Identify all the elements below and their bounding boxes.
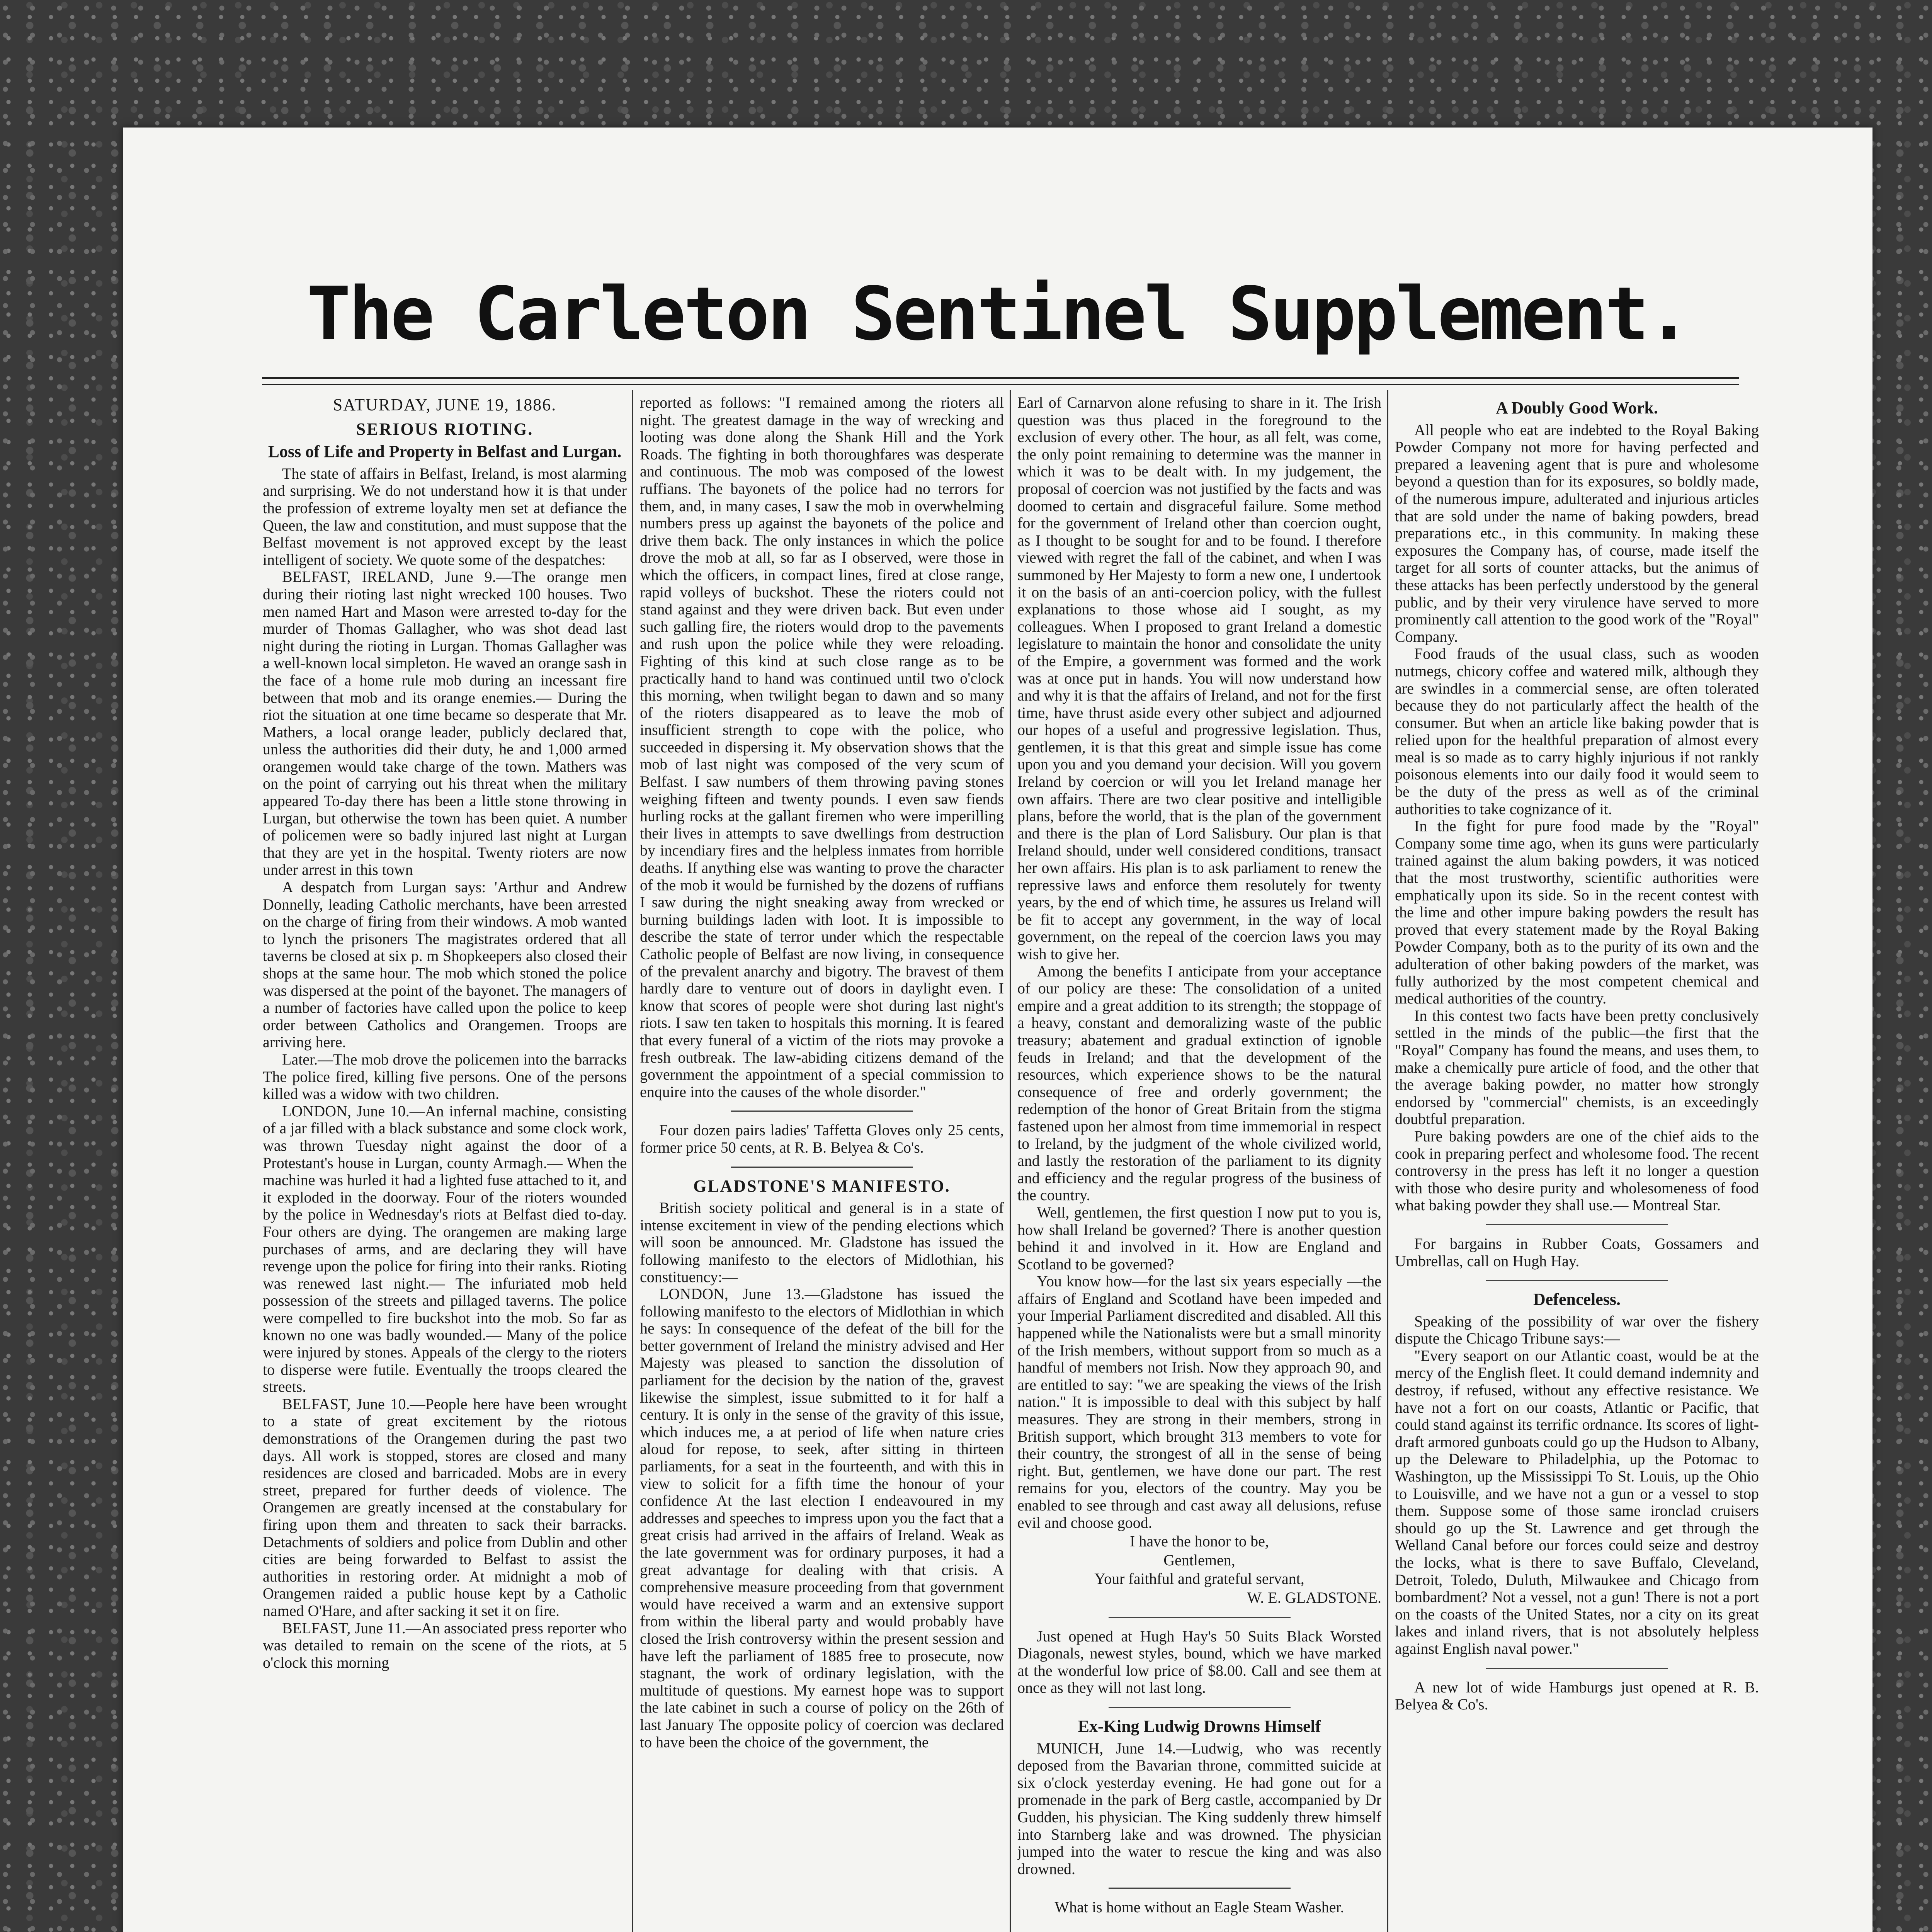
- article-paragraph: All people who eat are indebted to the Royal Baking Powder Company not more for having perfected and prepared a leavening agent that is pure and wholesome beyond a question than for its exposures, so boldly made, of the numerous impure, adulterated and injurious articles that are sold under the name of baking powders, bread preparations etc., in this community. In making these exposures the Company has, of course, made itself the target for all sorts of counter attacks, but the animus of these attacks has been perfectly understood by the general public, and by their very virulence have served to more prominently call attention to the good work of the "Royal" Company.: [1395, 421, 1759, 645]
- headline-gladstone-manifesto: GLADSTONE'S MANIFESTO.: [693, 1176, 951, 1196]
- separator-rule: [1486, 1668, 1668, 1669]
- article-paragraph: British society political and general is in a state of intense excitement in view of the pending elections which will soon be announced. Mr. Gladstone has issued the following manifesto to the electors of Midlothian, his constituency:—: [640, 1199, 1004, 1286]
- article-paragraph: In the fight for pure food made by the "Royal" Company some time ago, when its guns were particularly trained against the alum baking powders, it was noticed that the most trustworthy, scientific authorities were emphatically upon its side. So in the recent contest with the lime and other impure baking powders the result has proved that every statement made by the Royal Baking Powder Company, both as to the purity of its own and the adulteration of other baking powders of the market, was fully authorized by the most competent chemical and medical authorities of the country.: [1395, 817, 1759, 1007]
- column-divider: [1387, 390, 1388, 1932]
- column-3: [1017, 394, 1381, 1932]
- column-4: [1395, 394, 1759, 1932]
- letter-closing: I have the honor to be,: [1130, 1532, 1269, 1550]
- subheadline: Loss of Life and Property in Belfast and Lurgan.: [268, 442, 622, 461]
- separator-rule: [1486, 1280, 1668, 1281]
- headline-doubly-good-work: A Doubly Good Work.: [1496, 398, 1658, 417]
- advertisement-rubber-coats: For bargains in Rubber Coats, Gossamers and Umbrellas, call on Hugh Hay.: [1395, 1235, 1759, 1270]
- advertisement-gloves: Four dozen pairs ladies' Taffetta Gloves only 25 cents, former price 50 cents, at R. B. Belyea & Co's.: [640, 1121, 1004, 1156]
- article-paragraph: A despatch from Lurgan says: 'Arthur and Andrew Donnelly, leading Catholic merchants, have been arrested on the charge of firing from their windows. A mob wanted to lynch the prisoners The magistrates ordered that all taverns be closed at six p. m Shopkeepers also closed their shops at the same hour. The mob which stoned the police was dispersed at the point of the bayonet. The managers of a number of factories have called upon the police to keep order between Catholics and Orangemen. Troops are arriving here.: [263, 878, 627, 1051]
- column-divider: [632, 390, 633, 1932]
- issue-date: SATURDAY, JUNE 19, 1886.: [333, 395, 557, 414]
- article-paragraph: BELFAST, IRELAND, June 9.—The orange men during their rioting last night wrecked 100 houses. Two men named Hart and Mason were arrested to-day for the murder of Thomas Gallagher, who was shot dead last night during the rioting in Lurgan. Thomas Gallagher was a well-known local simpleton. He waved an orange sash in the face of a home rule mob during an incessant fire between that mob and its orange enemies.— During the riot the situation at one time became so desperate that Mr. Mathers, a local orange leader, publicly declared that, unless the authorities did their duty, he and 1,000 armed orangemen would take charge of the town. Mathers was on the point of carrying out his threat when the military appeared To-day there has been a little stone throwing in Lurgan, but otherwise the town has been quiet. A number of policemen were so badly injured last night at Lurgan that they are yet in the hospital. Twenty rioters are now under arrest in this town: [263, 568, 627, 879]
- letter-signature: W. E. GLADSTONE.: [1247, 1588, 1381, 1606]
- article-paragraph: Among the benefits I anticipate from your acceptance of our policy are these: The consolidation of a united empire and a great addition to its strength; the stoppage of a heavy, constant and demoralizing waste of the public treasury; abatement and gradual extinction of ignoble feuds in Ireland; and that the development of the resources, which experience shows to be the natural consequence of free and orderly government; the redemption of the honor of Great Britain from the stigma fastened upon her almost from time immemorial in respect to Ireland, by the judgment of the whole civilized world, and lastly the restoration of the parliament to its dignity and efficiency and the regular progress of the business of the country.: [1017, 962, 1381, 1204]
- newspaper-page: [123, 128, 1872, 1932]
- article-paragraph: Well, gentlemen, the first question I now put to you is, how shall Ireland be governed? There is another question behind it and involved in it. How are England and Scotland to be governed?: [1017, 1203, 1381, 1273]
- article-paragraph: BELFAST, June 10.—People here have been wrought to a state of great excitement by the riotous demonstrations of the Orangemen during the past two days. All work is stopped, stores are closed and many residences are closed and barricaded. Mobs are in every street, prepared for further deeds of violence. The Orangemen are greatly incensed at the constabulary for firing upon them and threaten to sack their barracks. Detachments of soldiers and police from Dublin and other cities are being forwarded to Belfast to assist the authorities in restoring order. At midnight a mob of Orangemen raided a public house kept by a Catholic named O'Hare, and after sacking it set it on fire.: [263, 1395, 627, 1619]
- article-paragraph: Speaking of the possibility of war over the fishery dispute the Chicago Tribune says:—: [1395, 1312, 1759, 1347]
- letter-closing: Your faithful and grateful servant,: [1094, 1570, 1304, 1588]
- column-divider: [1010, 390, 1011, 1932]
- article-paragraph: Food frauds of the usual class, such as wooden nutmegs, chicory coffee and watered milk, although they are swindles in a commercial sense, are often tolerated because they do not particularly affect the health of the consumer. But when an article like baking powder that is relied upon for the healthful preparation of almost every meal is so made as to carry highly injurious if not rankly poisonous elements into our daily food it would seem to be the duty of the press as well as of the criminal authorities to take cognizance of it.: [1395, 645, 1759, 818]
- article-paragraph: LONDON, June 13.—Gladstone has issued the following manifesto to the electors of Midlothian in which he says: In consequence of the defeat of the bill for the better government of Ireland the ministry advised and Her Majesty was pleased to sanction the dissolution of parliament for the decision by the nation of the, gravest likewise the simplest, issue submitted to it for half a century. It is only in the sense of the gravity of this issue, which induces me, a at period of life when nature cries aloud for repose, to seek, after sitting in thirteen parliaments, for a seat in the fourteenth, and with this in view to solicit for a fifth time the honour of your confidence At the last election I endeavoured in my addresses and speeches to impress upon you the fact that a great crisis had arrived in the affairs of Ireland. Weak as the late government was for ordinary purposes, it had a great advantage for dealing with that crisis. A comprehensive measure proceeding from that government would have received a warm and an extensive support from within the liberal party and would probably have closed the Irish controversy within the present session and have left the parliament of 1885 free to prosecute, now stagnant, the work of ordinary legislation, with the multitude of questions. My earnest hope was to support the late cabinet in such a course of policy on the 26th of last January The opposite policy of coercion was declared to have been the choice of the government, the: [640, 1285, 1004, 1751]
- article-paragraph: reported as follows: "I remained among the rioters all night. The greatest damage in the way of wrecking and looting was done along the Shank Hill and the York Roads. The fighting in both thoroughfares was desperate and continuous. The mob was composed of the lowest ruffians. The bayonets of the police had no terrors for them, and, in many cases, I saw the mob in overwhelming numbers press up against the bayonets of the police and drive them back. The only instances in which the police drove the mob at all, so far as I observed, were those in which the officers, in compact lines, fired at close range, rapid volleys of buckshot. These the rioters could not stand against and they were driven back. But even under such galling fire, the rioters would drop to the pavements and rush upon the police while they were reloading. Fighting of this kind at such close range as to be practically hand to hand was continued until two o'clock this morning, when twilight began to dawn and so many of the rioters disappeared as to leave the mob of insufficient strength to cope with the police, who succeeded in dispersing it. My observation shows that the mob of last night was composed of the very scum of Belfast. I saw numbers of them throwing paving stones weighing fifteen and twenty pounds. I even saw fiends hurling rocks at the gallant firemen who were imperilling their lives in attempts to save dwellings from destruction by incendiary fires and the helpless inmates from horrible deaths. If anything else was wanting to prove the character of the mob it would be furnished by the dozens of ruffians I saw during the night sneaking away from wrecked or burning buildings laden with loot. It is impossible to describe the state of terror under which the respectable Catholic people of Belfast are now living, in consequence of the prevalent anarchy and bigotry. The bravest of them hardly dare to venture out of doors in daylight even. I know that scores of people were shot during last night's riots. I saw ten taken to hospitals this morning. It is feared that every funeral of a victim of the riots may provoke a fresh outbreak. The law-abiding citizens demand of the government the appointment of a special commission to enquire into the causes of the whole disorder.": [640, 394, 1004, 1100]
- advertisement-suits: Just opened at Hugh Hay's 50 Suits Black Worsted Diagonals, newest styles, bound, which we have marked at the wonderful low price of $8.00. Call and see them at once as they will not last long.: [1017, 1627, 1381, 1697]
- separator-rule: [731, 1111, 913, 1112]
- article-paragraph: Later.—The mob drove the policemen into the barracks The police fired, killing five persons. One of the persons killed was a widow with two children.: [263, 1050, 627, 1103]
- article-paragraph: "Every seaport on our Atlantic coast, would be at the mercy of the English fleet. It could demand indemnity and destroy, if refused, without any effective resistance. We have not a fort on our coasts, Atlantic or Pacific, that could stand against its terrific ordnance. Its scores of light-draft armored gunboats could go up the Hudson to Albany, up the Deleware to Philadelphia, up the Potomac to Washington, up the Mississippi To St. Louis, up the Ohio to Louisville, and we have not a gun or a vessel to stop them. Suppose some of those same ironclad cruisers should go up the St. Lawrence and get through the Welland Canal before our forces could seize and destroy the locks, what is there to save Buffalo, Cleveland, Detroit, Toledo, Duluth, Milwaukee and Chicago from bombardment? Not a vessel, not a gun! There is not a port on the coasts of the United States, nor a city on its great lakes and inland rivers, that is not absolutely helpless against English naval power.": [1395, 1347, 1759, 1657]
- column-1: [263, 394, 627, 1932]
- separator-rule: [1486, 1224, 1668, 1225]
- separator-rule: [1109, 1617, 1291, 1618]
- article-paragraph: You know how—for the last six years especially —the affairs of England and Scotland have been impeded and your Imperial Parliament discredited and disabled. All this happened while the Nationalists were but a small minority of the Irish members, without support from so much as a handful of members not Irish. Now they approach 90, and are entitled to say: "we are speaking the views of the Irish nation." It is impossible to deal with this subject by half measures. They are strong in their members, strong in British support, which brought 313 members to vote for their country, the strongest of all in the sense of being right. But, gentlemen, we have done our part. The rest remains for you, electors of the country. May you be enabled to see through and cast away all delusions, refuse evil and choose good.: [1017, 1272, 1381, 1531]
- article-paragraph: MUNICH, June 14.—Ludwig, who was recently deposed from the Bavarian throne, committed suicide at six o'clock yesterday evening. He had gone out for a promenade in the park of Berg castle, accompanied by Dr Gudden, his physician. The King suddenly threw himself into Starnberg lake and was drowned. The physician jumped into the water to rescue the king and was also drowned.: [1017, 1739, 1381, 1878]
- article-paragraph: BELFAST, June 11.—An associated press reporter who was detailed to remain on the scene of the riots, at 5 o'clock this morning: [263, 1619, 627, 1671]
- separator-rule: [1109, 1888, 1291, 1889]
- article-paragraph: Pure baking powders are one of the chief aids to the cook in preparing perfect and wholesome food. The recent controversy in the press has left it no longer a question with those who desire purity and wholesomeness of food what baking powder they shall use.— Montreal Star.: [1395, 1127, 1759, 1214]
- column-2: [640, 394, 1004, 1932]
- advertisement-hamburgs: A new lot of wide Hamburgs just opened at R. B. Belyea & Co's.: [1395, 1678, 1759, 1713]
- headline-ludwig: Ex-King Ludwig Drowns Himself: [1078, 1716, 1321, 1736]
- separator-rule: [731, 1167, 913, 1168]
- headline-defenceless: Defenceless.: [1533, 1290, 1621, 1309]
- article-paragraph: LONDON, June 10.—An infernal machine, consisting of a jar filled with a black substance and some clock work, was thrown Tuesday night against the door of a Protestant's house in Lurgan, county Armagh.— When the machine was hurled it had a lighted fuse attached to it, and it exploded in the doorway. Four of the rioters wounded by the police in Wednesday's riots at Belfast died to-day. Four others are dying. The orangemen are making large purchases of arms, and are declaring they will have revenge upon the police for firing into their ranks. Rioting was renewed last night.— The infuriated mob held possession of the streets and pillaged taverns. The police were compelled to fire buckshot into the mob. So far as known no one was badly wounded.— Many of the police were injured by stones. Appeals of the clergy to the rioters to disperse were futile. Eventually the troops cleared the streets.: [263, 1102, 627, 1396]
- article-paragraph: Earl of Carnarvon alone refusing to share in it. The Irish question was thus placed in the foreground to the exclusion of every other. The hour, as all felt, was come, the only point remaining to determine was the manner in which it was to be dealt with. In my judgement, the proposal of coercion was not justified by the facts and was doomed to certain and disgraceful failure. Some method for the government of Ireland other than coercion ought, as I thought to be sought for and to be found. I therefore viewed with regret the fall of the cabinet, and when I was summoned by Her Majesty to form a new one, I undertook it on the basis of an anti-coercion policy, with the fullest explanations to those whose aid I sought, as my colleagues. When I proposed to grant Ireland a domestic legislature to maintain the honor and consolidate the unity of the Empire, a government was formed and the work was at once put in hands. You will now understand how and why it is that the affairs of Ireland, and not for the first time, have thrust aside every other subject and adjourned our hopes of a useful and progressive legislation. Thus, gentlemen, it is that this great and simple issue has come upon you and you demand your decision. Will you govern Ireland by coercion or will you let Ireland manage her own affairs. There are two clear positive and intelligible plans, before the world, that is the plan of the government and there is the plan of Lord Salisbury. Our plan is that Ireland should, under well considered conditions, transact her own affairs. His plan is to ask parliament to renew the repressive laws and enforce them resolutely for twenty years, by the end of which time, he assures us Ireland will be fit to accept any government, in the way of local government, on the repeal of the coercion laws you may wish to give her.: [1017, 394, 1381, 963]
- masthead-rule-thin: [262, 384, 1739, 385]
- article-paragraph: The state of affairs in Belfast, Ireland, is most alarming and surprising. We do not understand how it is that under the profession of extreme loyalty men set at defiance the Queen, the law and constitution, and must suppose that the Belfast movement is not approved except by the least intelligent of society. We quote some of the despatches:: [263, 464, 627, 568]
- masthead-rule-thick: [262, 377, 1739, 379]
- advertisement-washer: What is home without an Eagle Steam Washer.: [1054, 1898, 1344, 1916]
- separator-rule: [1109, 1707, 1291, 1708]
- headline-serious-rioting: SERIOUS RIOTING.: [356, 419, 534, 439]
- masthead-title: The Carleton Sentinel Supplement.: [306, 271, 1689, 357]
- article-paragraph: In this contest two facts have been pretty conclusively settled in the minds of the public—the first that the "Royal" Company has found the means, and uses them, to make a chemically pure article of food, and the other that the average baking powder, no matter how strongly endorsed by "commercial" chemists, is an exceedingly doubtful preparation.: [1395, 1007, 1759, 1128]
- letter-closing: Gentlemen,: [1163, 1551, 1235, 1569]
